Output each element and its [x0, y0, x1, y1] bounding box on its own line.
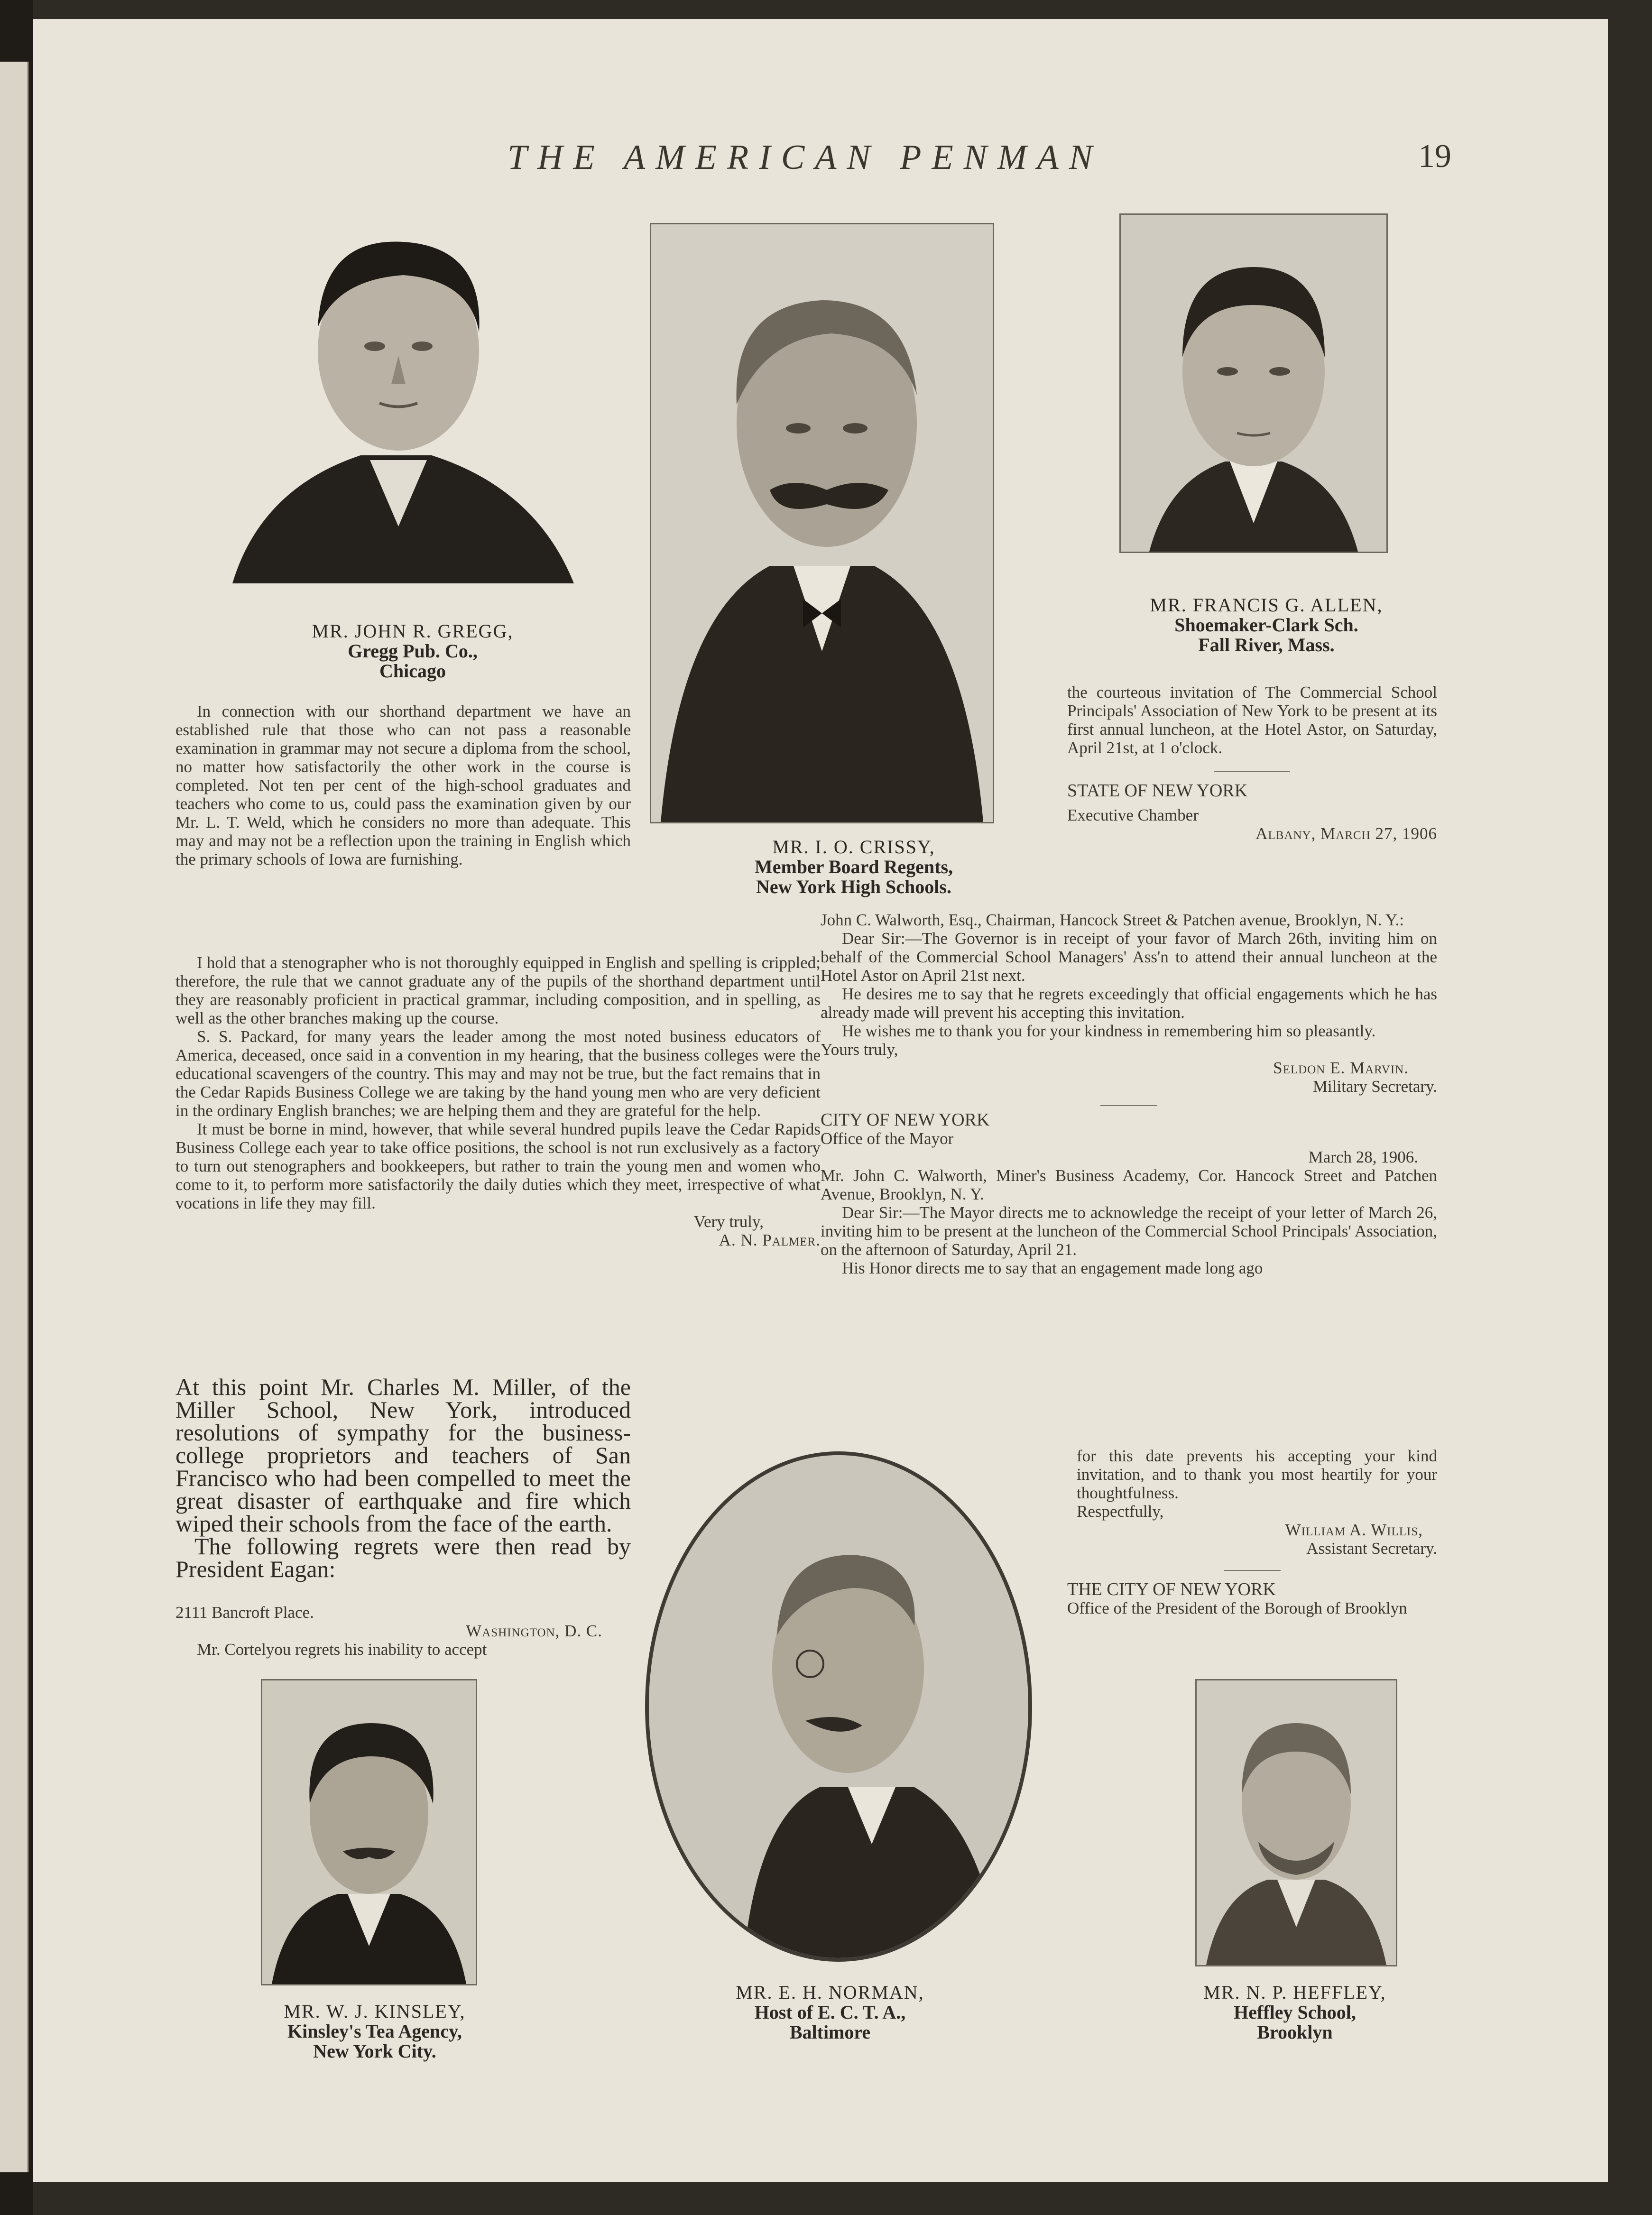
- letter-closing: Very truly,: [693, 1212, 764, 1231]
- borough-heading: THE CITY OF NEW YORK: [1067, 1579, 1276, 1599]
- state-heading: STATE OF NEW YORK: [1067, 781, 1248, 801]
- city-paragraph-2b: for this date prevents his accepting your kind invitation, and to thank you most heartily for your thoughtfulness.: [1077, 1447, 1437, 1502]
- caption-crissy-line3: New York High Schools.: [756, 876, 951, 897]
- caption-allen: [1100, 595, 1432, 655]
- state-closing: Yours truly,: [821, 1040, 898, 1059]
- state-date: Albany, March 27, 1906: [1255, 824, 1437, 843]
- state-paragraph-1: Dear Sir:—The Governor is in receipt of your favor of March 26th, inviting him on behalf of the Commercial School Managers' Ass'n to attend their annual luncheon at the Hotel Astor on April 21st next.: [821, 929, 1437, 985]
- caption-crissy: [688, 837, 1020, 897]
- caption-kinsley: [242, 2002, 508, 2061]
- caption-allen-line3: Fall River, Mass.: [1198, 634, 1335, 655]
- caption-gregg: [261, 621, 564, 681]
- city-addressee: Mr. John C. Walworth, Miner's Business Academy, Cor. Hancock Street and Patchen Avenue, Brooklyn, N. Y.: [821, 1166, 1437, 1203]
- facing-page-edge: [0, 62, 29, 2172]
- portrait-crissy: [650, 223, 994, 823]
- city-signer: William A. Willis,: [1285, 1521, 1423, 1539]
- caption-norman-line3: Baltimore: [789, 2021, 871, 2043]
- state-paragraph-3: He wishes me to thank you for your kindness in remembering him so pleasantly.: [842, 1022, 1376, 1040]
- caption-norman: [688, 1983, 972, 2042]
- state-paragraph-2: He desires me to say that he regrets exceedingly that official engagements which he has already made will prevent his accepting this invitation.: [821, 985, 1437, 1022]
- cortelyou-letter: [175, 1603, 631, 1659]
- caption-heffley-line2: Heffley School,: [1234, 2002, 1356, 2023]
- letter-signature: A. N. Palmer.: [719, 1231, 821, 1249]
- left-column-letter-wide: [175, 953, 821, 1249]
- section-divider: [1224, 1570, 1281, 1571]
- left-paragraph-2: I hold that a stenographer who is not thoroughly equipped in English and spelling is crippled; therefore, the rule that we cannot graduate any of the pupils of the shorthand department until they are reasonably proficient in practical grammar, including composition, and in spelling, as well as the other branches making up the course.: [175, 953, 821, 1027]
- city-paragraph-2a: His Honor directs me to say that an engagement made long ago: [842, 1259, 1263, 1277]
- portrait-kinsley: [261, 1679, 477, 1985]
- continuation-text: the courteous invitation of The Commercial School Principals' Association of New York to be present at its first annual luncheon, at the Hotel Astor, on Saturday, April 21st, at 1 o'clock.: [1067, 683, 1437, 757]
- right-column-continuation: [1067, 683, 1437, 843]
- caption-heffley: [1162, 1983, 1428, 2042]
- borough-office: Office of the President of the Borough of Brooklyn: [1067, 1599, 1407, 1617]
- city-office: Office of the Mayor: [821, 1129, 954, 1148]
- city-date: March 28, 1906.: [1308, 1148, 1418, 1166]
- mayor-letter-end: [1077, 1447, 1437, 1558]
- regrets-intro: The following regrets were then read by President Eagan:: [175, 1533, 631, 1582]
- section-divider: [1100, 1105, 1157, 1106]
- state-addressee: John C. Walworth, Esq., Chairman, Hancock Street & Patchen avenue, Brooklyn, N. Y.:: [821, 911, 1404, 929]
- city-paragraph-1: Dear Sir:—The Mayor directs me to acknowledge the receipt of your letter of March 26, inviting him to be present at the luncheon of the Commercial School Principals' Association, on the afternoon of Saturday, April 21.: [821, 1203, 1437, 1259]
- left-column-letter: [175, 702, 631, 868]
- caption-gregg-line3: Chicago: [379, 660, 446, 682]
- state-signer-title: Military Secretary.: [1312, 1077, 1437, 1096]
- running-title: THE AMERICAN PENMAN: [508, 138, 1103, 177]
- caption-allen-name: MR. FRANCIS G. ALLEN,: [1150, 594, 1383, 616]
- governor-letter: [821, 911, 1437, 1277]
- caption-kinsley-line2: Kinsley's Tea Agency,: [287, 2021, 462, 2042]
- city-heading: CITY OF NEW YORK: [821, 1110, 990, 1130]
- caption-crissy-name: MR. I. O. CRISSY,: [772, 836, 935, 858]
- cortelyou-text: Mr. Cortelyou regrets his inability to accept: [197, 1640, 487, 1659]
- caption-norman-line2: Host of E. C. T. A.,: [754, 2002, 906, 2023]
- page-sheet: [33, 19, 1608, 2182]
- left-paragraph-3: S. S. Packard, for many years the leader among the most noted business educators of America, deceased, once said in a convention in my hearing, that the business colleges were the educational scavengers of the country. This may and may not be true, but the fact remains that in the Cedar Rapids Business College we are taking by the hand young men who are very deficient in the ordinary English branches; we are helping them and they are grateful for the help.: [175, 1027, 821, 1120]
- portrait-allen: [1119, 213, 1388, 553]
- portrait-norman: [645, 1451, 1032, 1962]
- caption-gregg-name: MR. JOHN R. GREGG,: [312, 620, 514, 642]
- borough-heading-block: [1067, 1565, 1437, 1617]
- left-paragraph-4: It must be borne in mind, however, that while several hundred pupils leave the Cedar Rapids Business College each year to take office positions, the school is not run exclusively as a factory to turn out stenographers and bookkeepers, but rather to train the young men and women who come to it, to perform more satisfactorily the daily duties which they meet, irrespective of what vocations in life they may fill.: [175, 1120, 821, 1212]
- state-office: Executive Chamber: [1067, 806, 1199, 824]
- page-number: 19: [1418, 138, 1451, 175]
- cortelyou-address-1: 2111 Bancroft Place.: [175, 1603, 314, 1622]
- resolution-text: At this point Mr. Charles M. Miller, of the Miller School, New York, introduced resolutions of sympathy for the business-college proprietors and teachers of San Francisco who had been compelled to meet the great disaster of earthquake and fire which wiped their schools from the face of the earth.: [175, 1374, 631, 1537]
- caption-heffley-name: MR. N. P. HEFFLEY,: [1203, 1982, 1386, 2003]
- caption-kinsley-line3: New York City.: [313, 2040, 436, 2062]
- caption-kinsley-name: MR. W. J. KINSLEY,: [284, 2001, 466, 2022]
- city-closing: Respectfully,: [1077, 1502, 1164, 1521]
- caption-allen-line2: Shoemaker-Clark Sch.: [1174, 614, 1358, 636]
- caption-heffley-line3: Brooklyn: [1257, 2021, 1333, 2043]
- left-paragraph-1: In connection with our shorthand department we have an established rule that those who can not pass a reasonable examination in grammar may not secure a diploma from the school, no matter how satisfactorily the other work in the course is completed. Not ten per cent of the high-school graduates and teachers who come to us, could pass the examination given by our Mr. L. T. Weld, which he considers no more than adequate. This may and may not be a reflection upon the training in English which the primary schools of Iowa are furnishing.: [175, 702, 631, 868]
- caption-crissy-line2: Member Board Regents,: [754, 856, 953, 877]
- state-signer: Seldon E. Marvin.: [1273, 1059, 1409, 1077]
- section-divider: [1214, 771, 1290, 772]
- portrait-heffley: [1195, 1679, 1397, 1966]
- caption-norman-name: MR. E. H. NORMAN,: [736, 1982, 924, 2003]
- caption-gregg-line2: Gregg Pub. Co.,: [348, 640, 478, 662]
- cortelyou-address-2: Washington, D. C.: [466, 1622, 602, 1640]
- city-signer-title: Assistant Secretary.: [1306, 1539, 1437, 1558]
- portrait-gregg: [204, 223, 593, 593]
